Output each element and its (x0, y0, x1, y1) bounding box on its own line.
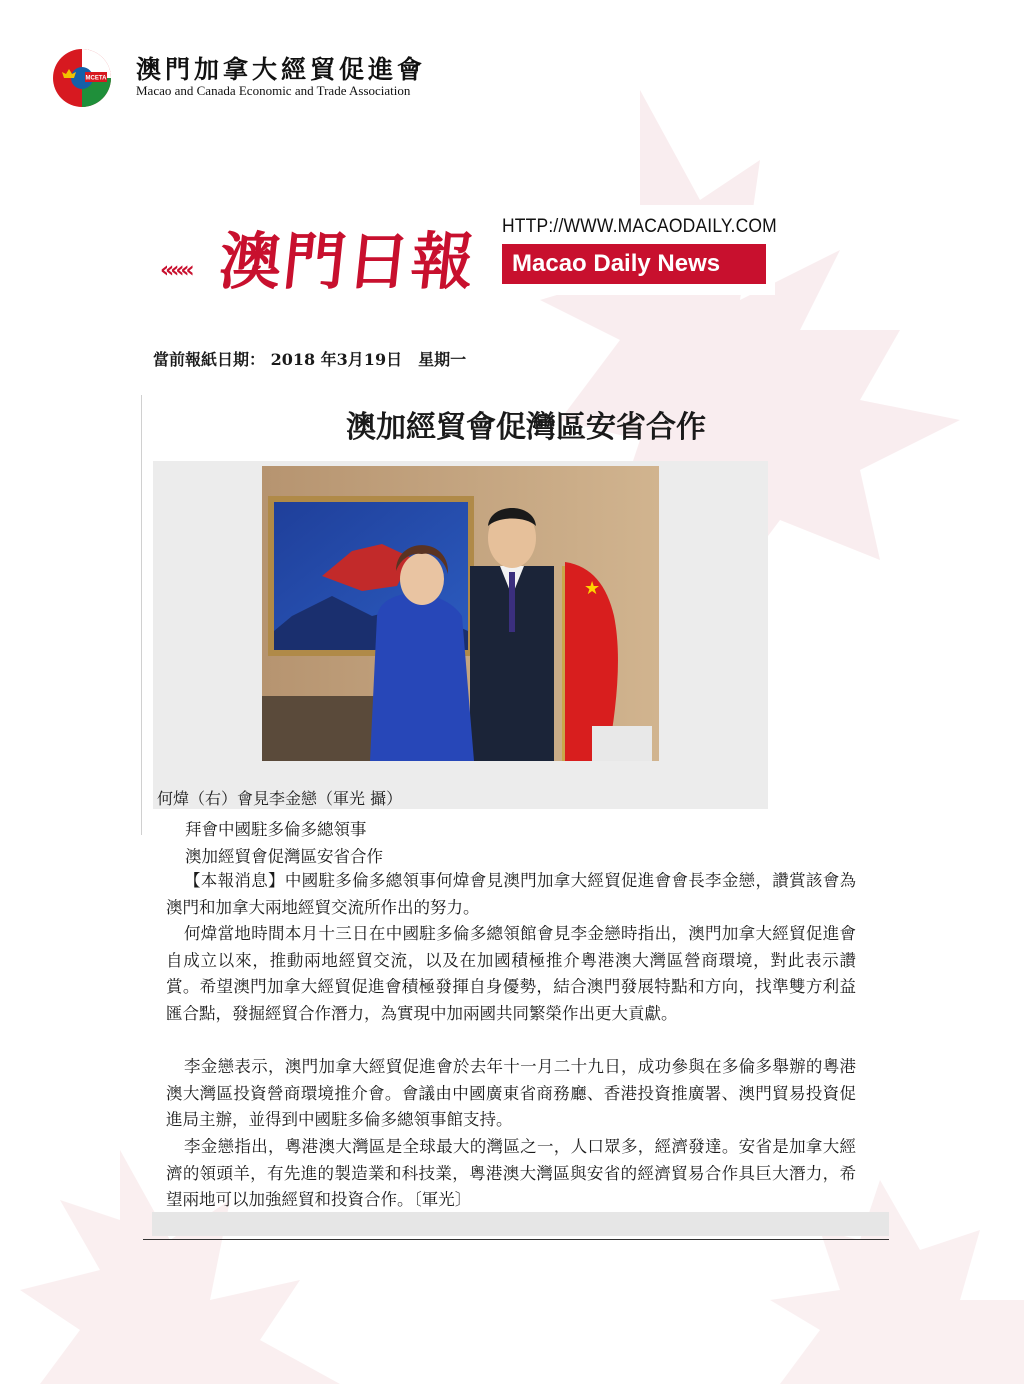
article-paragraph: 李金戀表示，澳門加拿大經貿促進會於去年十一月二十九日，成功參與在多倫多舉辦的粵港澳大灣區投資營商環境推介會。會議由中國廣東省商務廳、香港投資推廣署、澳門貿易投資促進局主辦，並得到中國駐多倫多總領事館支持。 (166, 1057, 856, 1129)
photo-caption: 何煒（右）會見李金戀（軍光 攝） (157, 789, 403, 808)
masthead-url: HTTP://WWW.MACAODAILY.COM (502, 216, 777, 237)
article-subheading: 拜會中國駐多倫多總領事 (185, 820, 367, 839)
newspaper-date-line: 當前報紙日期： 2018 年3月19日 星期一 (153, 350, 467, 369)
masthead-chevrons: ««« (160, 258, 191, 283)
article-subheading: 澳加經貿會促灣區安省合作 (185, 847, 383, 866)
article-headline: 澳加經貿會促灣區安省合作 (346, 410, 706, 445)
article-paragraph: 【本報消息】中國駐多倫多總領事何煒會見澳門加拿大經貿促進會會長李金戀，讚賞該會為澳門和加拿大兩地經貿交流所作出的努力。 (166, 871, 856, 917)
organization-name-chinese: 澳門加拿大經貿促進會 (136, 55, 427, 84)
column-divider (141, 395, 142, 835)
maple-leaf-logo-icon (52, 48, 112, 108)
footer-divider (143, 1239, 889, 1240)
article-paragraph: 何煒當地時間本月十三日在中國駐多倫多總領館會見李金戀時指出，澳門加拿大經貿促進會自成立以來，推動兩地經貿交流，以及在加國積極推介粵港澳大灣區營商環境，對此表示讚賞。希望澳門加拿大經貿促進會積極發揮自身優勢，結合澳門發展特點和方向，找準雙方利益匯合點，發掘經貿合作潛力，為實現中加兩國共同繁榮作出更大貢獻。 (166, 924, 856, 1023)
masthead-title-english: Macao Daily News (512, 250, 721, 277)
organization-name-english: Macao and Canada Economic and Trade Association (136, 83, 411, 98)
article-photo (262, 466, 659, 761)
masthead-title-chinese: 澳門日報 (215, 225, 480, 298)
logo-abbreviation: MCETA (85, 75, 107, 82)
svg-text:★: ★ (584, 578, 601, 599)
organization-logo (52, 48, 112, 108)
article-footer-bar (152, 1212, 889, 1236)
article-paragraph: 李金戀指出，粵港澳大灣區是全球最大的灣區之一，人口眾多，經濟發達。安省是加拿大經濟的領頭羊，有先進的製造業和科技業，粵港澳大灣區與安省的經濟貿易合作具巨大潛力，希望兩地可以加強經貿和投資合作。〔軍光〕 (166, 1137, 856, 1209)
